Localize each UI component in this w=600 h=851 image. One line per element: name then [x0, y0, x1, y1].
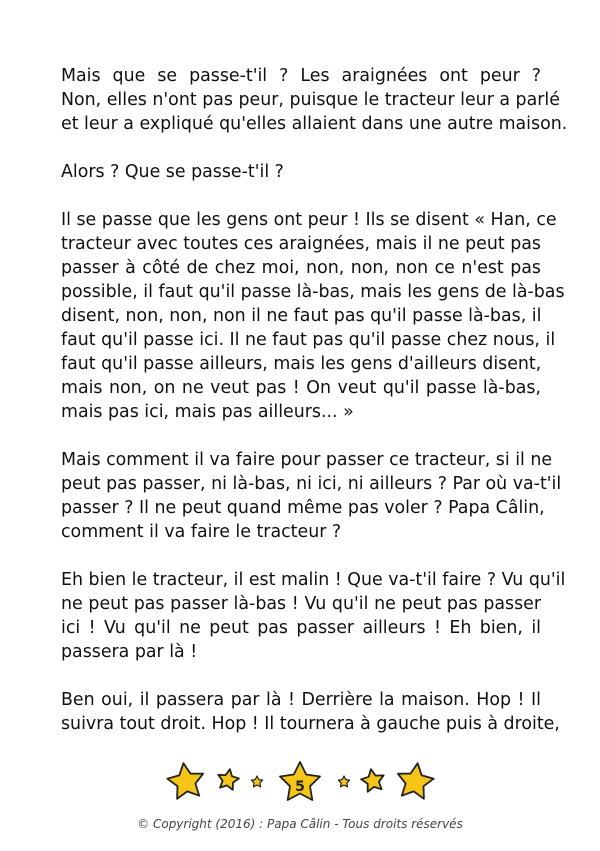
text-line: Il se passe que les gens ont peur ! Ils se disent « Han, ce: [61, 210, 557, 230]
text-line: passer à côté de chez moi, non, non, non ce n'est pas: [61, 258, 541, 278]
text-line: mais non, on ne veut pas ! On veut qu'il passe là-bas,: [61, 378, 541, 398]
footer-stars: [0, 760, 600, 808]
page-body: [61, 64, 568, 736]
paragraph-4: [61, 448, 562, 544]
text-line: faut qu'il passe ailleurs, mais les gens d'ailleurs disent,: [61, 354, 542, 374]
page-number: 5: [295, 779, 305, 795]
text-line: ici ! Vu qu'il ne peut pas passer ailleurs ! Eh bien, il: [61, 618, 541, 638]
text-line: Eh bien le tracteur, il est malin ! Que va-t'il faire ? Vu qu'il: [61, 570, 566, 590]
text-line: passera par là !: [61, 642, 198, 662]
copyright-notice: © Copyright (2016) : Papa Câlin - Tous droits réservés: [137, 817, 463, 831]
star-icon: [361, 769, 384, 792]
text-line: faut qu'il passe ici. Il ne faut pas qu'il passe chez nous, il: [61, 330, 556, 350]
text-line: peut pas passer, ni là-bas, ni ici, ni ailleurs ? Par où va-t'il: [61, 474, 562, 494]
paragraph-3: [61, 208, 565, 424]
paragraph-5: [61, 568, 566, 664]
text-line: Mais comment il va faire pour passer ce tracteur, si il ne: [61, 450, 553, 470]
text-line: tracteur avec toutes ces araignées, mais il ne peut pas: [61, 234, 541, 254]
star-icon: [338, 776, 349, 787]
text-line: mais pas ici, mais pas ailleurs... »: [61, 402, 354, 422]
star-icon: [398, 763, 434, 799]
text-line: Non, elles n'ont pas peur, puisque le tracteur leur a parlé: [61, 90, 560, 110]
text-line: possible, il faut qu'il passe là-bas, mais les gens de là-bas: [61, 282, 565, 302]
text-line: disent, non, non, non il ne faut pas qu'il passe là-bas, il: [61, 306, 542, 326]
text-line: Alors ? Que se passe-t'il ?: [61, 162, 284, 182]
text-line: suivra tout droit. Hop ! Il tournera à gauche puis à droite,: [61, 714, 560, 734]
text-line: Mais que se passe-t'il ? Les araignées ont peur ?: [61, 66, 541, 86]
star-icon: [218, 769, 239, 790]
paragraph-1: [61, 64, 568, 136]
text-line: ne peut pas passer là-bas ! Vu qu'il ne peut pas passer: [61, 594, 541, 614]
star-icon: [251, 776, 262, 787]
paragraph-2: [61, 160, 541, 184]
text-line: passer ? Il ne peut quand même pas voler ? Papa Câlin,: [61, 498, 545, 518]
paragraph-6: [61, 688, 560, 736]
text-line: Ben oui, il passera par là ! Derrière la maison. Hop ! Il: [61, 690, 541, 710]
text-line: et leur a expliqué qu'elles allaient dans une autre maison.: [61, 114, 568, 134]
star-icon: [167, 763, 203, 799]
text-line: comment il va faire le tracteur ?: [61, 522, 342, 542]
